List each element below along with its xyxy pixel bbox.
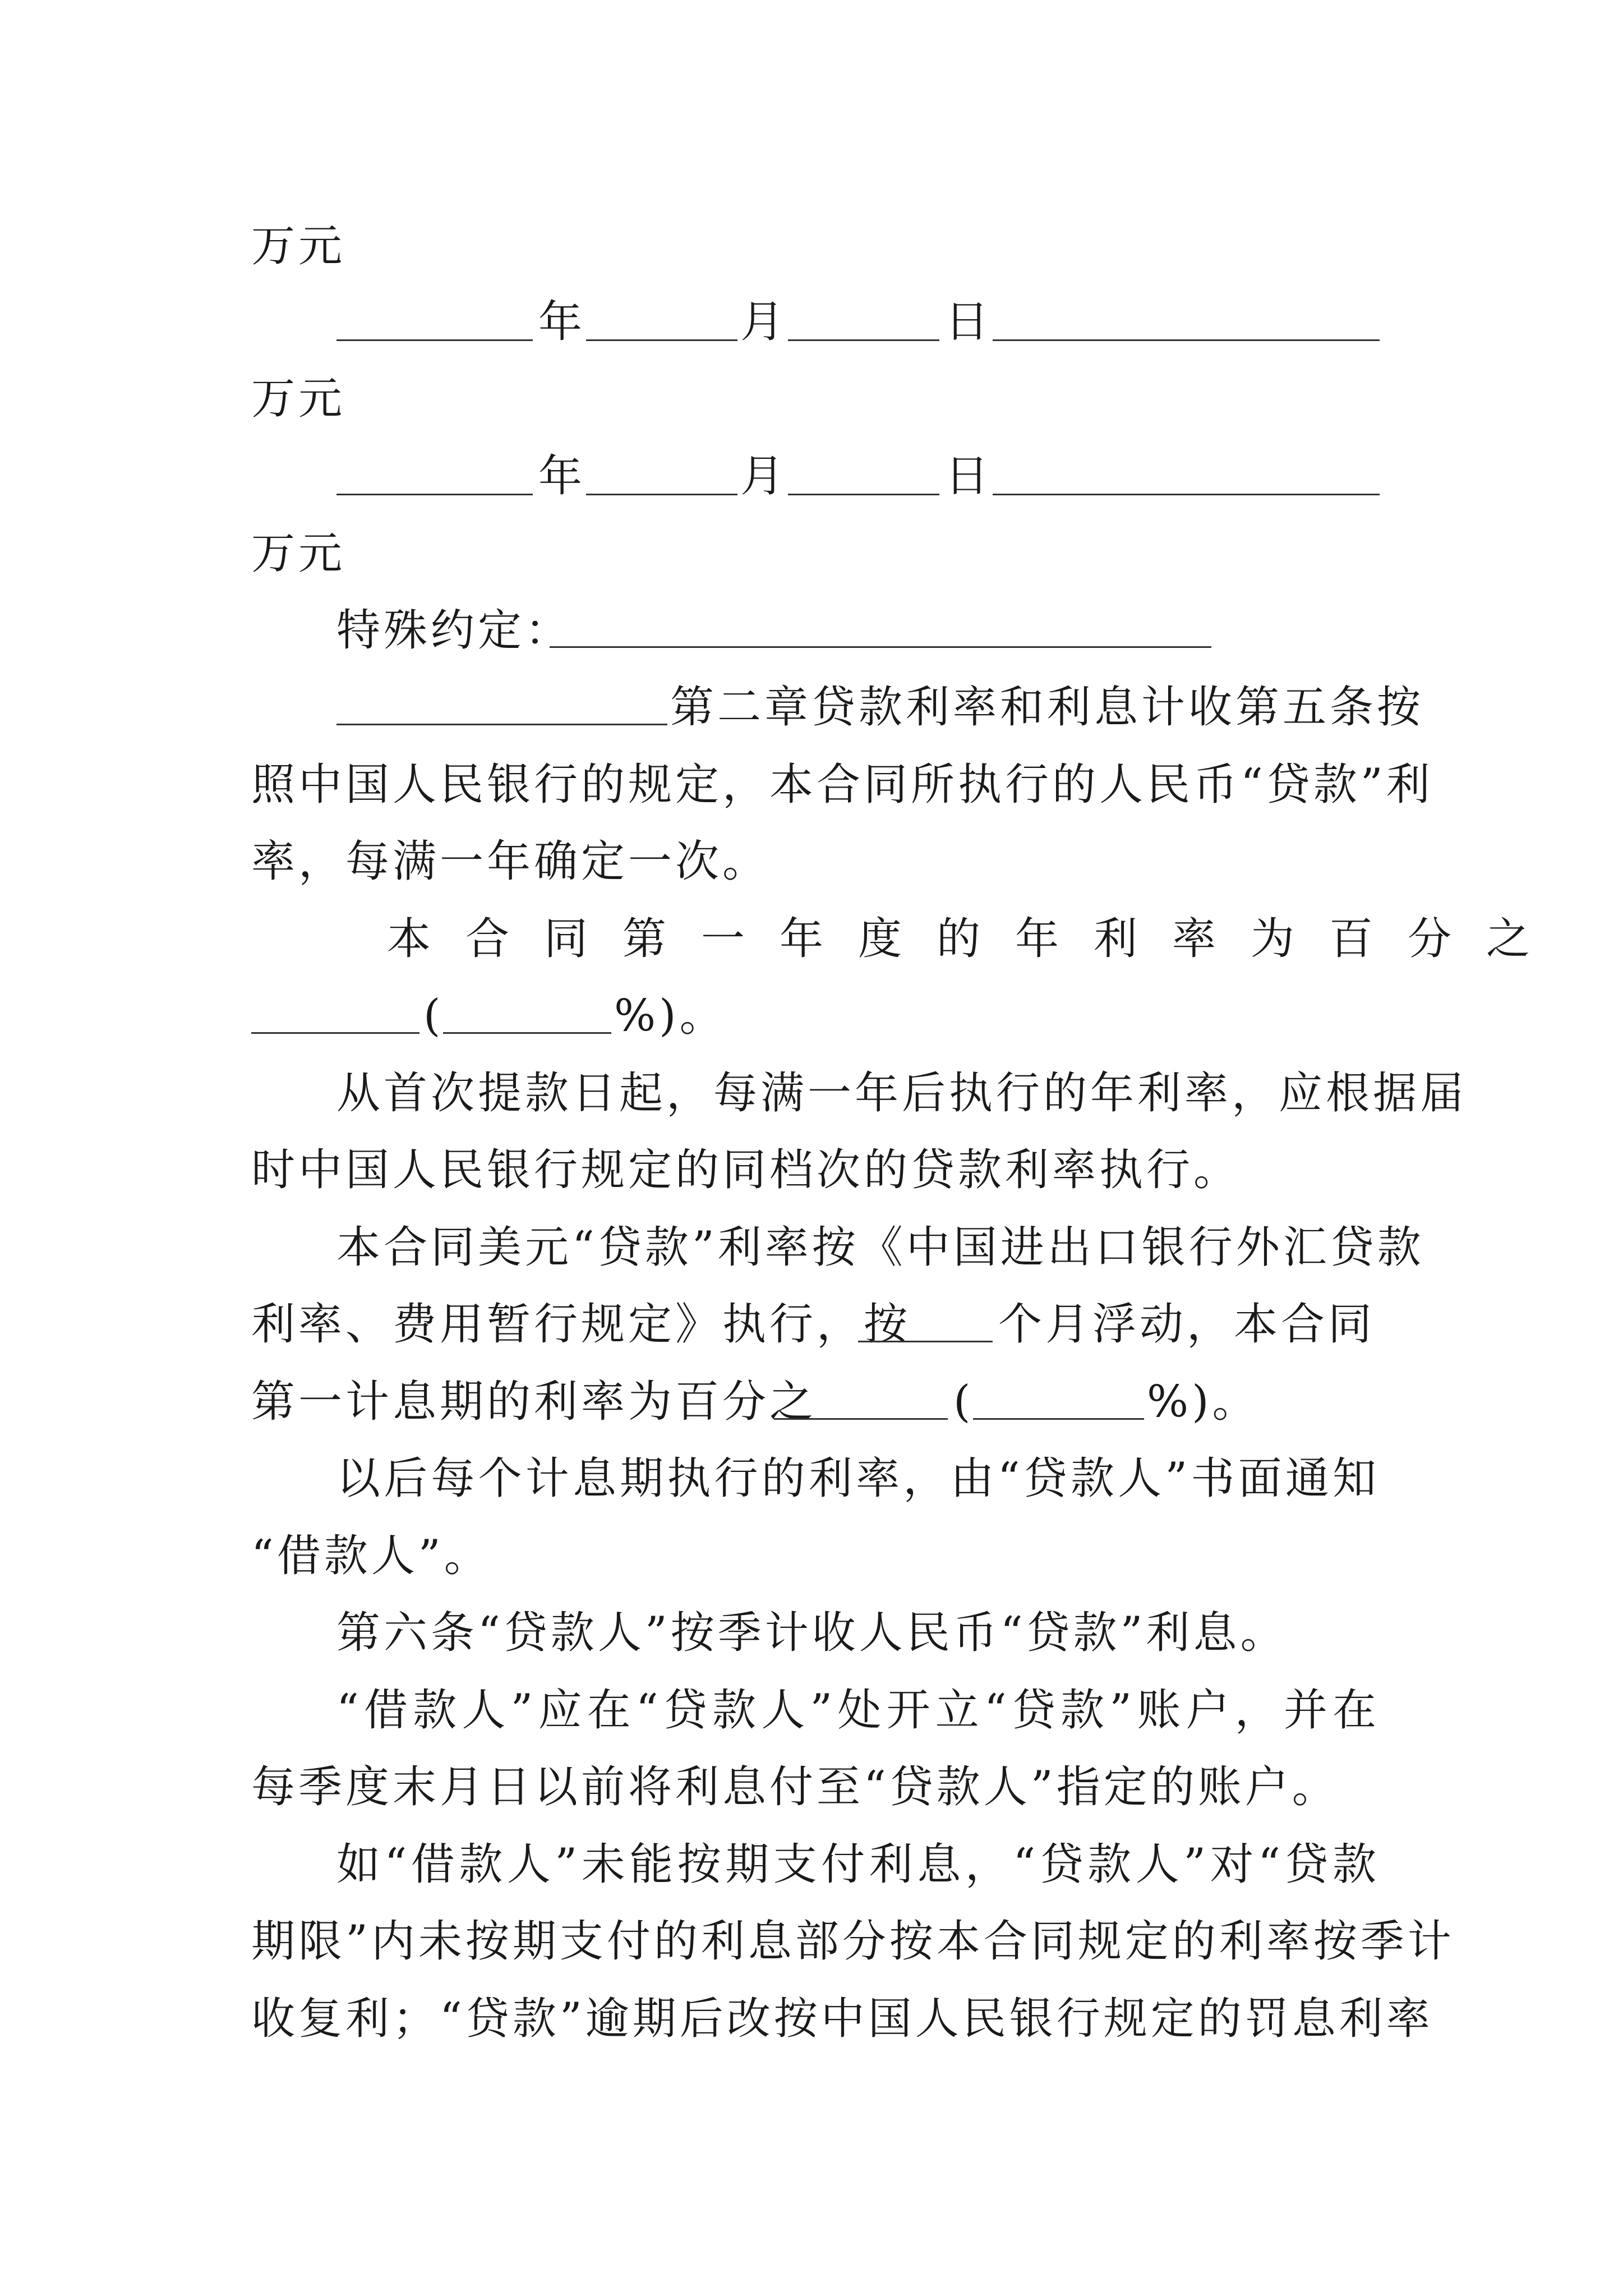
text-line: 利率、费用暂行规定》执行，按 [251,1299,911,1350]
blank-underline [586,339,737,341]
blank-underline [788,494,939,495]
text-line: 第六条“贷款人”按季计收人民币“贷款”利息。 [336,1608,1288,1658]
text-line: 本合同第一年度的年利率为百分之 [387,914,1565,964]
text-line: 万元 [251,221,346,272]
text-line: 以后每个计息期执行的利率，由“贷款人”书面通知 [336,1453,1380,1504]
blank-underline [336,339,533,341]
text-line: 如“借款人”未能按期支付利息，“贷款人”对“贷款 [336,1839,1380,1890]
year-label: 年 [538,451,586,501]
text-line: 第一计息期的利率为百分之 [251,1377,817,1427]
year-label: 年 [538,297,586,347]
day-label: 日 [945,297,993,347]
text-line: 期限”内未按期支付的利息部分按本合同规定的利率按季计 [251,1916,1455,1967]
text-line: “借款人”。 [251,1531,491,1581]
blank-underline [586,494,737,495]
text-line: 照中国人民银行的规定，本合同所执行的人民币“贷款”利 [251,760,1433,810]
blank-underline [993,339,1380,341]
blank-underline [774,1418,948,1420]
text-line: 每季度末月日以前将利息付至“贷款人”指定的账户。 [251,1762,1339,1812]
blank-underline [336,494,533,495]
blank-underline [443,1032,611,1034]
blank-underline [251,1032,419,1034]
text-line: 个月浮动，本合同 [998,1299,1376,1350]
paren-open: ( [423,991,444,1041]
percent-close: %)。 [614,991,727,1041]
text-line: 率，每满一年确定一次。 [251,836,770,887]
blank-underline [550,646,1211,648]
text-line: 万元 [251,528,346,579]
blank-underline [788,339,939,341]
special-agreement-label: 特殊约定： [336,605,573,656]
chapter-heading: 第二章贷款利率和利息计收第五条按 [670,682,1424,733]
month-label: 月 [740,451,788,501]
month-label: 月 [740,297,788,347]
blank-underline [993,494,1380,495]
day-label: 日 [945,451,993,501]
paren-open: ( [953,1377,974,1427]
blank-underline [858,1341,993,1342]
percent-close: %)。 [1147,1377,1260,1427]
text-line: 本合同美元“贷款”利率按《中国进出口银行外汇贷款 [336,1222,1424,1273]
blank-underline [973,1418,1144,1420]
text-line: 从首次提款日起，每满一年后执行的年利率，应根据届 [336,1068,1468,1119]
text-line: “借款人”应在“贷款人”处开立“贷款”账户，并在 [336,1685,1380,1736]
text-line: 万元 [251,374,346,424]
text-line: 收复利；“贷款”逾期后改按中国人民银行规定的罚息利率 [251,1994,1433,2044]
text-line: 时中国人民银行规定的同档次的贷款利率执行。 [251,1145,1241,1195]
blank-underline [336,724,667,725]
